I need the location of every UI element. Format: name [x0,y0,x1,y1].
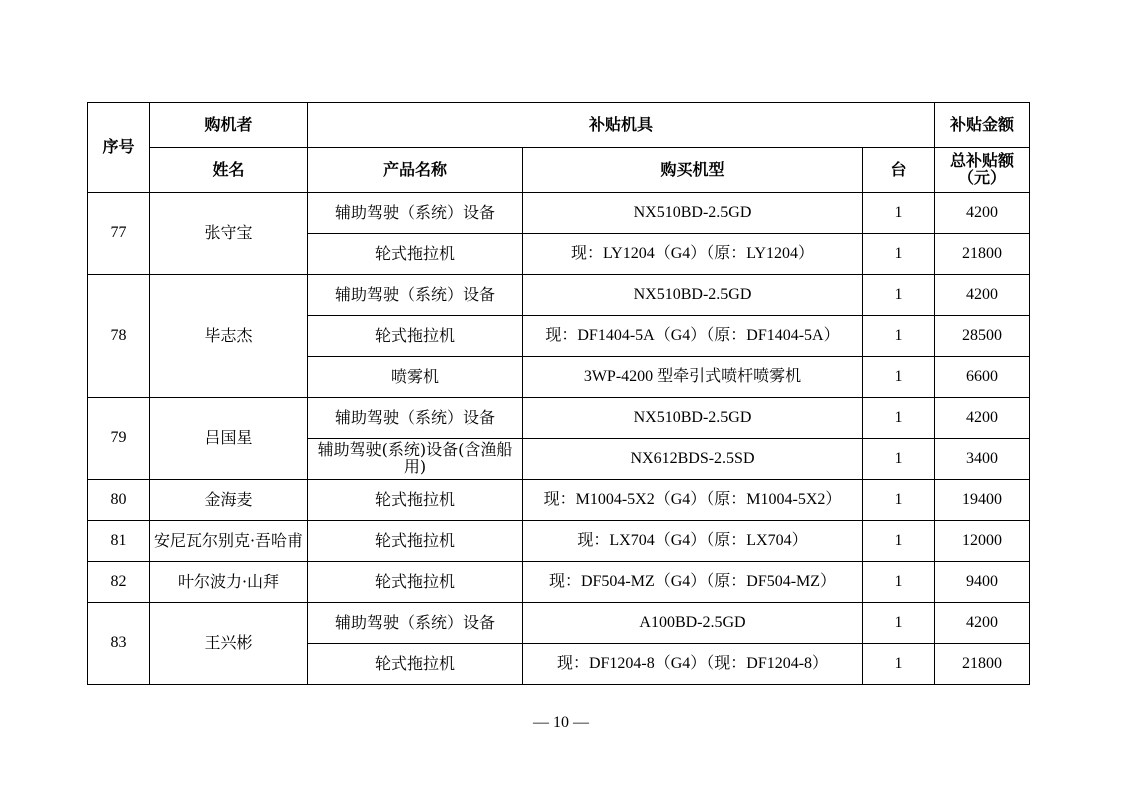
cell-model: 现：LY1204（G4）（原：LY1204） [523,234,863,275]
header-row-2 [88,148,1030,193]
header-name: 姓名 [150,148,308,193]
cell-amount: 4200 [935,275,1030,316]
cell-model: 现：M1004-5X2（G4）（原：M1004-5X2） [523,480,863,521]
cell-qty: 1 [863,316,935,357]
cell-seq: 83 [88,603,150,685]
table-row [88,521,1030,562]
cell-product: 轮式拖拉机 [308,562,523,603]
cell-seq: 79 [88,398,150,480]
cell-product: 轮式拖拉机 [308,234,523,275]
cell-product: 轮式拖拉机 [308,480,523,521]
header-unit: 台 [863,148,935,193]
cell-model: 现：DF1204-8（G4）（现：DF1204-8） [523,644,863,685]
cell-amount: 28500 [935,316,1030,357]
cell-model: NX510BD-2.5GD [523,398,863,439]
cell-product: 辅助驾驶（系统）设备 [308,398,523,439]
table-row [88,603,1030,644]
cell-qty: 1 [863,521,935,562]
cell-amount: 3400 [935,439,1030,480]
cell-product: 辅助驾驶（系统）设备 [308,603,523,644]
cell-amount: 9400 [935,562,1030,603]
cell-product: 辅助驾驶（系统）设备 [308,275,523,316]
cell-qty: 1 [863,234,935,275]
cell-buyer-name: 金海麦 [150,480,308,521]
cell-qty: 1 [863,644,935,685]
cell-amount: 19400 [935,480,1030,521]
cell-amount: 4200 [935,603,1030,644]
cell-product: 轮式拖拉机 [308,644,523,685]
cell-amount: 21800 [935,234,1030,275]
cell-qty: 1 [863,193,935,234]
header-product: 产品名称 [308,148,523,193]
cell-model: A100BD-2.5GD [523,603,863,644]
header-total-line2: （元） [958,168,1007,187]
header-machine: 补贴机具 [308,103,935,148]
cell-model: NX510BD-2.5GD [523,275,863,316]
cell-amount: 4200 [935,193,1030,234]
cell-qty: 1 [863,357,935,398]
cell-buyer-name: 毕志杰 [150,275,308,398]
cell-qty: 1 [863,275,935,316]
cell-amount: 6600 [935,357,1030,398]
cell-model: 3WP-4200 型牵引式喷杆喷雾机 [523,357,863,398]
cell-product: 轮式拖拉机 [308,316,523,357]
header-row-1 [88,103,1030,148]
table-row [88,275,1030,316]
cell-qty: 1 [863,439,935,480]
cell-seq: 81 [88,521,150,562]
header-total-line1: 总补贴额 [950,151,1015,171]
cell-qty: 1 [863,480,935,521]
header-seq: 序号 [88,103,150,193]
cell-qty: 1 [863,398,935,439]
cell-product: 辅助驾驶（系统）设备 [308,193,523,234]
header-amount: 补贴金额 [935,103,1030,148]
cell-qty: 1 [863,562,935,603]
table-row [88,398,1030,439]
header-model: 购买机型 [523,148,863,193]
table-row [88,480,1030,521]
cell-buyer-name: 叶尔波力·山拜 [150,562,308,603]
table-row [88,193,1030,234]
cell-model: 现：DF504-MZ（G4）（原：DF504-MZ） [523,562,863,603]
cell-amount: 12000 [935,521,1030,562]
cell-product: 喷雾机 [308,357,523,398]
cell-qty: 1 [863,603,935,644]
cell-seq: 82 [88,562,150,603]
cell-model: NX510BD-2.5GD [523,193,863,234]
cell-buyer-name: 安尼瓦尔别克·吾哈甫 [150,521,308,562]
cell-product: 辅助驾驶(系统)设备(含渔船用) [308,439,523,480]
cell-seq: 78 [88,275,150,398]
cell-amount: 21800 [935,644,1030,685]
cell-buyer-name: 张守宝 [150,193,308,275]
cell-buyer-name: 吕国星 [150,398,308,480]
table-row [88,562,1030,603]
header-buyer: 购机者 [150,103,308,148]
subsidy-table [87,102,1030,685]
cell-product: 轮式拖拉机 [308,521,523,562]
cell-seq: 80 [88,480,150,521]
cell-amount: 4200 [935,398,1030,439]
page-number: — 10 — [533,714,589,731]
header-total [935,148,1030,193]
cell-seq: 77 [88,193,150,275]
table-body [88,193,1030,685]
cell-buyer-name: 王兴彬 [150,603,308,685]
cell-model: NX612BDS-2.5SD [523,439,863,480]
cell-model: 现：LX704（G4）（原：LX704） [523,521,863,562]
cell-model: 现：DF1404-5A（G4）（原：DF1404-5A） [523,316,863,357]
